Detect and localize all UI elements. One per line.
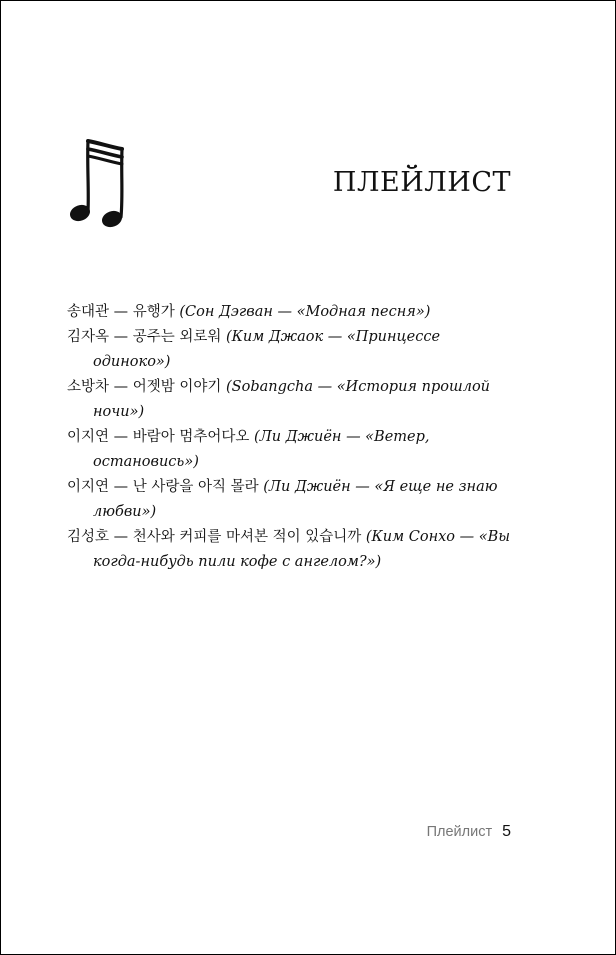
page-number: 5 (502, 823, 511, 840)
list-item (67, 300, 519, 325)
playlist (67, 300, 519, 575)
track-translation: (Ли Джиён — «Ветер, остановись») (93, 429, 430, 470)
track-translation: (Сон Дэгван — «Модная песня») (179, 304, 431, 320)
track-korean: 이지연 — 바람아 멈추어다오 (67, 429, 250, 445)
running-title: Плейлист (426, 824, 493, 840)
list-item (67, 525, 519, 575)
list-item (67, 325, 519, 375)
music-note-icon (63, 135, 135, 231)
track-korean: 김성호 — 천사와 커피를 마셔본 적이 있습니까 (67, 529, 362, 545)
track-korean: 이지연 — 난 사랑을 아직 몰라 (67, 479, 259, 495)
track-translation: (Ким Джаок — «Принцессе одиноко») (93, 329, 441, 370)
track-korean: 김자옥 — 공주는 외로워 (67, 329, 222, 345)
page-footer (427, 823, 511, 841)
page-title: ПЛЕЙЛИСТ (332, 167, 511, 198)
track-translation: (Sobangcha — «История прошлой ночи») (93, 379, 491, 420)
track-korean: 소방차 — 어젯밤 이야기 (67, 379, 222, 395)
list-item (67, 475, 519, 525)
track-korean: 송대관 — 유행가 (67, 304, 175, 320)
track-translation: (Ким Сонхо — «Вы когда-нибудь пили кофе с ангелом?») (93, 529, 511, 570)
track-translation: (Ли Джиён — «Я еще не знаю любви») (93, 479, 498, 520)
list-item (67, 375, 519, 425)
list-item (67, 425, 519, 475)
